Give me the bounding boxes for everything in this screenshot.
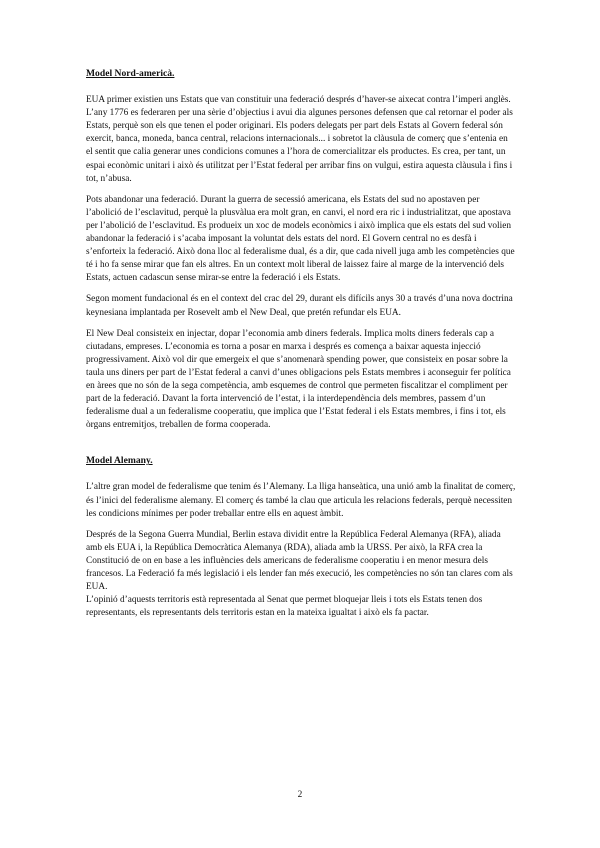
paragraph: Segon moment fundacional és en el context del crac del 29, durant els difícils anys 30 a través d’una nova doctrina keynesiana implantada per Rosevelt amb el New Deal, que pretén refundar els EUA. — [86, 294, 513, 318]
paragraph: L’opinió d’aquests territoris està representada al Senat que permet bloquejar lleis i tots els Estats tenen dos representants, els representants dels territoris estan en la mateixa igualtat i això els fa pactar. — [86, 595, 483, 619]
section-alemany — [86, 454, 516, 620]
paragraph: Pots abandonar una federació. Durant la guerra de secessió americana, els Estats del sud no apostaven per l’abolició de l’esclavitud, perquè la plusvàlua era molt gran, en canvi, el nord era ric i industrialitzat, que apostava per l’abolició de l’esclavitud. Es produeix un xoc de models econòmics i això implica que els estats del sud volien abandonar la federació i s’acaba imposant la voluntat dels estats del nord. El Govern central no es desfà i s’enforteix la federació. Això dona lloc al federalisme dual, és a dir, que cada nivell juga amb les competències que té i ho fa sense mirar que fan els altres. En un context molt liberal de laissez faire al marge de la intervenció dels Estats, actuen cadascun sense mirar-se entre la federació i els Estats. — [86, 194, 515, 284]
paragraph: L’altre gran model de federalisme que tenim és l’Alemany. La lliga hanseàtica, una unió amb la finalitat de comerç, és l’inici del federalisme alemany. El comerç és també la clau que articula les relacions federals, perquè necessiten les condicions mínimes per poder treballar entre ells en aquest àmbit. — [86, 482, 516, 519]
page-content — [86, 67, 516, 628]
section-heading: Model Alemany. — [86, 455, 153, 467]
page-number: 2 — [297, 790, 303, 800]
section-nord-america — [86, 67, 516, 432]
section-heading: Model Nord-americà. — [86, 68, 175, 79]
paragraph: Després de la Segona Guerra Mundial, Berlin estava dividit entre la República Federal Alemanya (RFA), aliada amb els EUA i, la República Democràtica Alemanya (RDA), aliada amb la URSS. Per això, la RFA crea la Constitució de on en base a les influències dels americans de federalisme cooperatiu i en menor mesura dels francesos. La Federació fa més legislació i els lender fan més execució, les competències no són tan clares com als EUA. — [86, 529, 513, 593]
paragraph: EUA primer existien uns Estats que van constituir una federació després d’haver-se aixecat contra l’imperi anglès. L’any 1776 es federaren per una sèrie d’objectius i avui dia algunes persones defensen que cal retornar el poder als Estats, perquè son els que tenen el poder originari. Els poders delegats per part dels Estats al Govern federal són exercit, banca, moneda, banca central, relacions internacionals... i sobretot la clàusula de comerç que s’entenia en el sentit que calia generar unes condicions comunes a l’hora de comercialitzar els productes. Es crea, per tant, un espai econòmic unitari i això és utilitzat per l’Estat federal per arribar fins on vulgui, estira aquesta clàusula i fins i tot, n’abusa. — [86, 95, 513, 184]
paragraph: El New Deal consisteix en injectar, dopar l’economia amb diners federals. Implica molts diners federals cap a ciutadans, empreses. L’economia es torna a posar en marxa i després es comença a baixar aquesta injecció progressivament. Això vol dir que emergeix el que s’anomenarà spending power, que consisteix en posar sobre la taula uns diners per part de l’Estat federal a canvi d’unes obligacions pels Estats membres i aconseguir fer política en àrees que no són de la sega competència, amb esquemes de control que permeten fiscalitzar el compliment per part de la federació. Davant la forta intervenció de l’estat, i la interdependència dels membres, passem d’un federalisme dual a un federalisme cooperatiu, que implica que l’Estat federal i els Estats membres, i fins i tot, els òrgans entremitjos, treballen de forma cooperada. — [86, 328, 511, 431]
